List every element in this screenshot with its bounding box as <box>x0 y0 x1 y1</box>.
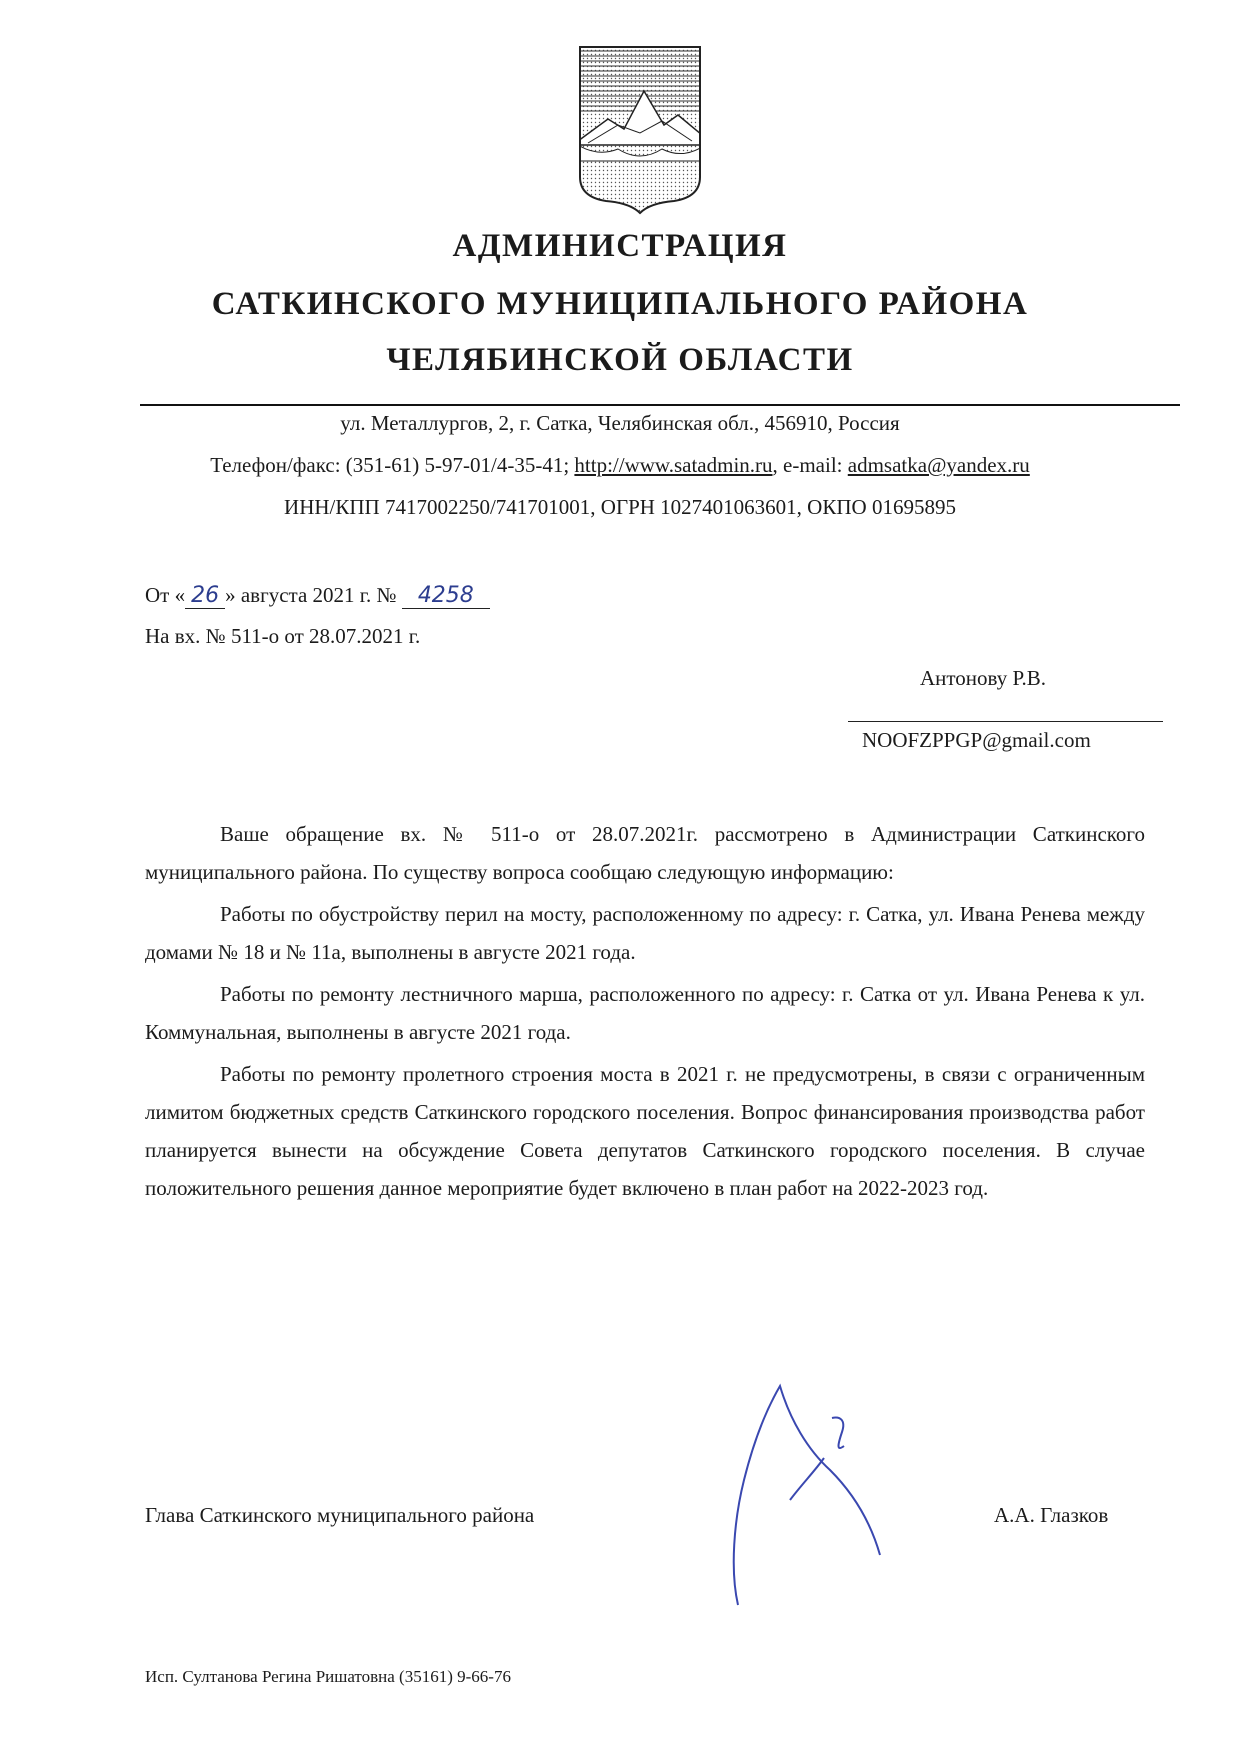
date-prefix: От « <box>145 583 186 607</box>
handwritten-signature-icon <box>720 1380 940 1610</box>
org-registry: ИНН/КПП 7417002250/741701001, ОГРН 1027401063601, ОКПО 01695895 <box>284 495 956 519</box>
signer-position: Глава Саткинского муниципального района <box>145 1503 535 1527</box>
org-phone-line <box>0 453 1240 478</box>
org-website-link[interactable]: http://www.satadmin.ru <box>574 453 773 477</box>
recipient-divider <box>848 721 1163 722</box>
letter-date-line <box>145 583 490 609</box>
coat-of-arms-icon <box>578 45 702 215</box>
letter-number: 4258 <box>402 583 490 609</box>
org-title-line1: АДМИНИСТРАЦИЯ <box>452 228 788 264</box>
org-title-line2: САТКИНСКОГО МУНИЦИПАЛЬНОГО РАЙОНА <box>211 286 1029 322</box>
body-paragraph-1: Ваше обращение вх. № 511-о от 28.07.2021г. рассмотрено в Администрации Саткинского муниципального района. По существу вопроса сообщаю следующую информацию: <box>145 822 1145 884</box>
signer-name: А.А. Глазков <box>994 1503 1109 1527</box>
org-address: ул. Металлургов, 2, г. Сатка, Челябинская обл., 456910, Россия <box>340 411 900 435</box>
org-email-prefix: , e-mail: <box>772 453 843 477</box>
date-day: 26 <box>185 583 225 609</box>
recipient-name: Антонову Р.В. <box>920 666 1047 690</box>
body-paragraph-3: Работы по ремонту лестничного марша, расположенного по адресу: г. Сатка от ул. Ивана Ренева к ул. Коммунальная, выполнены в августе 2021 года. <box>145 982 1145 1044</box>
letter-body <box>145 815 1145 1207</box>
executor-info: Исп. Султанова Регина Ришатовна (35161) 9-66-76 <box>145 1667 511 1686</box>
org-phone: Телефон/факс: (351-61) 5-97-01/4-35-41; <box>210 453 570 477</box>
org-email-link[interactable]: admsatka@yandex.ru <box>847 453 1030 477</box>
header-divider <box>140 404 1180 406</box>
letter-reference: На вх. № 511-о от 28.07.2021 г. <box>145 624 421 648</box>
body-paragraph-4: Работы по ремонту пролетного строения моста в 2021 г. не предусмотрены, в связи с ограниченным лимитом бюджетных средств Саткинского городского поселения. Вопрос финансирования производства работ планируется вынести на обсуждение Совета депутатов Саткинского городского поселения. В случае положительного решения данное мероприятие будет включено в план работ на 2022-2023 год. <box>145 1062 1145 1200</box>
org-title-line3: ЧЕЛЯБИНСКОЙ ОБЛАСТИ <box>386 342 854 378</box>
recipient-email: NOOFZPPGP@gmail.com <box>862 728 1091 752</box>
date-suffix: » августа 2021 г. № <box>225 583 397 607</box>
body-paragraph-2: Работы по обустройству перил на мосту, расположенному по адресу: г. Сатка, ул. Ивана Ренева между домами № 18 и № 11а, выполнены в августе 2021 года. <box>145 902 1145 964</box>
